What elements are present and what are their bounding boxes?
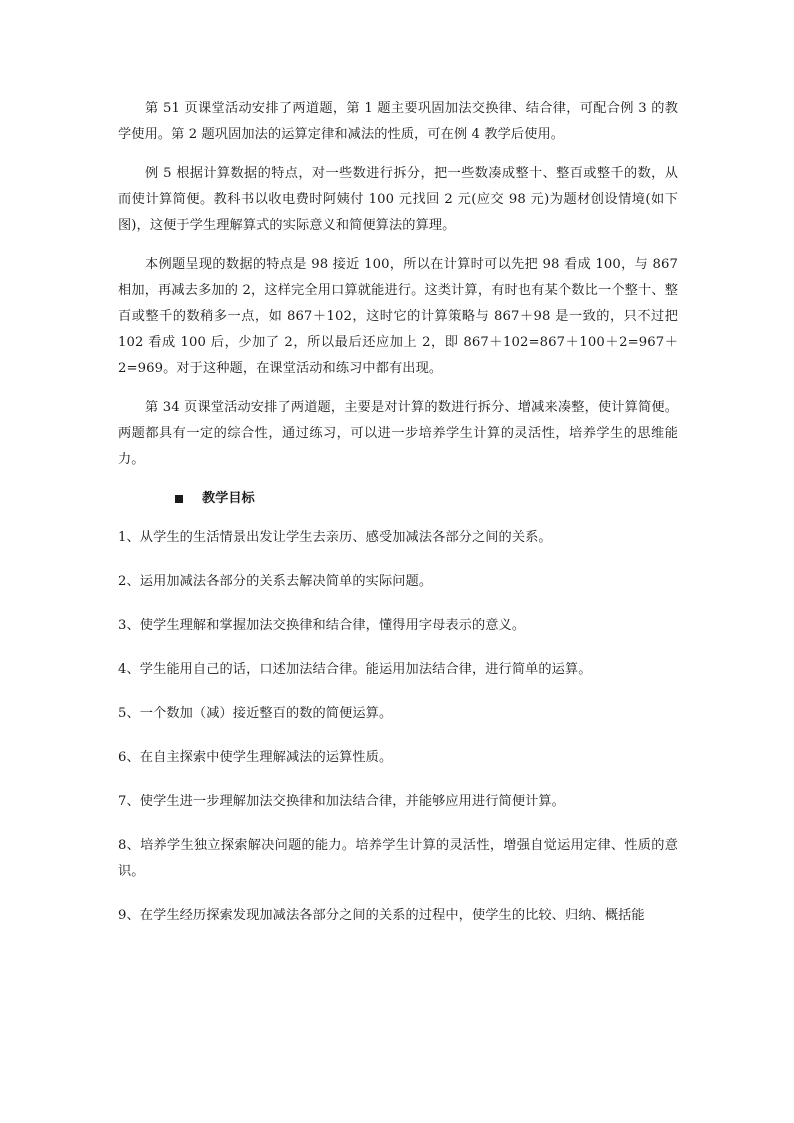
square-bullet-icon	[175, 495, 183, 503]
goal-item: 1、从学生的生活情景出发让学生去亲历、感受加减法各部分之间的关系。	[118, 530, 552, 545]
goal-item: 7、使学生进一步理解加法交换律和加法结合律，并能够应用进行简便计算。	[118, 794, 565, 809]
paragraph-class-activity-51: 第 51 页课堂活动安排了两道题，第 1 题主要巩固加法交换律、结合律，可配合例 3 的教学使用。第 2 题巩固加法的运算定律和减法的性质，可在例 4 教学后使用。	[118, 101, 678, 142]
goal-item: 8、培养学生独立探索解决问题的能力。培养学生计算的灵活性，增强自觉运用定律、性质的意识。	[118, 838, 678, 879]
paragraph-example-5: 例 5 根据计算数据的特点，对一些数进行拆分，把一些数凑成整十、整百或整千的数，从而使计算简便。教科书以收电费时阿姨付 100 元找回 2 元(应交 98 元)为题材创设情境(如下图)，这便于学生理解算式的实际意义和简便算法的算理。	[118, 166, 678, 233]
goal-item: 5、一个数加（减）接近整百的数的简便运算。	[118, 706, 393, 721]
paragraph-data-features: 本例题呈现的数据的特点是 98 接近 100，所以在计算时可以先把 98 看成 100，与 867 相加，再减去多加的 2，这样完全用口算就能进行。这类计算，有时也有某个数比一个整十、整百或整千的数稍多一点，如 867＋102，这时它的计算策略与 867＋98 是一致的，只不过把 102 看成 100 后，少加了 2，所以最后还应加上 2，即 867＋102=867＋100＋2=967＋2=969。对于这种题，在课堂活动和练习中都有出现。	[118, 257, 678, 376]
section-heading	[118, 486, 678, 512]
goal-item: 6、在自主探索中使学生理解减法的运算性质。	[118, 750, 393, 765]
goal-item: 2、运用加减法各部分的关系去解决简单的实际问题。	[118, 574, 433, 589]
paragraph-class-activity-34: 第 34 页课堂活动安排了两道题，主要是对计算的数进行拆分、增减来凑整，使计算简便。两题都具有一定的综合性，通过练习，可以进一步培养学生计算的灵活性，培养学生的思维能力。	[118, 400, 678, 467]
goal-item: 4、学生能用自己的话，口述加法结合律。能运用加法结合律，进行简单的运算。	[118, 662, 592, 677]
goal-item: 3、使学生理解和掌握加法交换律和结合律，懂得用字母表示的意义。	[118, 618, 526, 633]
goal-item: 9、在学生经历探索发现加减法各部分之间的关系的过程中，使学生的比较、归纳、概括能	[118, 908, 645, 923]
document-page	[118, 96, 678, 947]
section-heading-title: 教学目标	[202, 491, 255, 506]
